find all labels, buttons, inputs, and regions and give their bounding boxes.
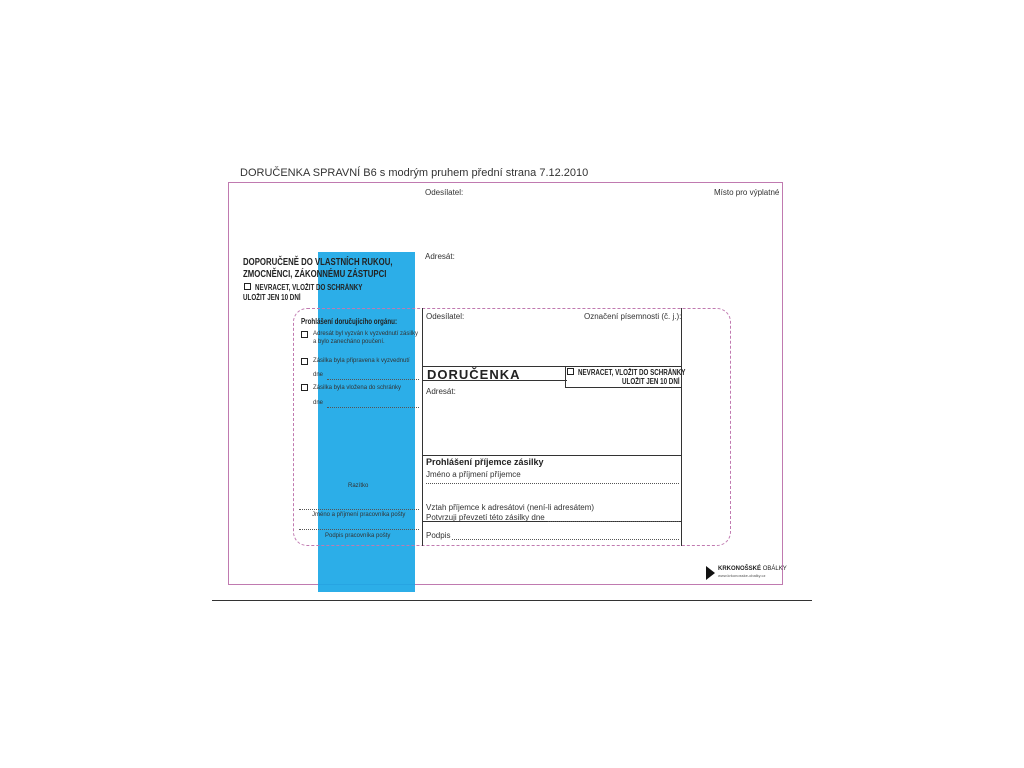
logo-name-light: OBÁLKY <box>762 566 787 572</box>
postman-name-label: Jméno a příjmení pracovníka pošty <box>312 512 406 518</box>
recipient-signature-label: Podpis <box>426 531 451 540</box>
declaration-heading: Prohlášení doručujícího orgánu: <box>301 317 398 326</box>
recipient-relation-label: Vztah příjemce k adresátovi (není-li adresátem) <box>426 503 595 512</box>
recipient-name-line <box>426 483 679 484</box>
envelope-nevracet-checkbox <box>244 283 251 290</box>
envelope-sender-label: Odesílatel: <box>425 188 464 197</box>
postman-name-line <box>299 509 419 510</box>
declaration-item-3-date-label: dne <box>313 400 324 406</box>
receipt-reference-label: Označení písemnosti (č. j.): <box>584 312 682 321</box>
stamp-area-label: Místo pro výplatné <box>714 188 780 197</box>
divider-line <box>212 600 812 601</box>
logo-name-bold: KRKONOŠSKÉ <box>718 566 762 572</box>
heading-line-2: ZMOCNĚNCI, ZÁKONNÉMU ZÁSTUPCI <box>243 269 387 280</box>
declaration-item-2-date-label: dne <box>313 372 324 378</box>
declaration-item-3-line-1: Zásilka byla vložena do schránky <box>313 385 402 391</box>
recipient-confirm-date-line <box>548 521 679 522</box>
declaration-checkbox-2 <box>301 358 308 365</box>
receipt-sender-label: Odesílatel: <box>426 312 465 321</box>
receipt-title: DORUČENKA <box>427 367 521 382</box>
receipt-addressee-separator <box>423 455 681 456</box>
declaration-checkbox-3 <box>301 384 308 391</box>
postman-signature-line <box>299 529 419 530</box>
recipient-confirm-label: Potvrzuji převzetí této zásilky dne <box>426 513 545 522</box>
declaration-checkbox-1 <box>301 331 308 338</box>
declaration-item-1-line-2: a bylo zanecháno poučení. <box>313 339 385 345</box>
stamp-label: Razítko <box>348 483 369 489</box>
declaration-item-2-date-line <box>327 379 419 380</box>
recipient-declaration-heading: Prohlášení příjemce zásilky <box>426 457 544 467</box>
envelope-nevracet-line-1: NEVRACET, VLOŽIT DO SCHRÁNKY <box>255 283 363 292</box>
receipt-nevracet-line-1: NEVRACET, VLOŽIT DO SCHRÁNKY <box>578 368 686 377</box>
document-title: DORUČENKA SPRAVNÍ B6 s modrým pruhem přední strana 7.12.2010 <box>240 167 589 179</box>
envelope-nevracet-line-2: ULOŽIT JEN 10 DNÍ <box>243 293 301 302</box>
receipt-nevracet-checkbox <box>567 368 574 375</box>
recipient-name-label: Jméno a příjmení příjemce <box>426 470 521 479</box>
recipient-signature-line <box>452 539 679 540</box>
receipt-nevracet-line-2: ULOŽIT JEN 10 DNÍ <box>622 377 680 386</box>
declaration-item-1-line-1: Adresát byl vyzván k vyzvednutí zásilky <box>313 331 419 337</box>
heading-line-1: DOPORUČENĚ DO VLASTNÍCH RUKOU, <box>243 257 393 268</box>
envelope-addressee-label: Adresát: <box>425 252 455 261</box>
logo-arrow-icon <box>706 566 715 580</box>
declaration-item-2-line-1: Zásilka byla připravena k vyzvednutí <box>313 358 410 364</box>
logo-url: www.krkonosske-obalky.cz <box>718 573 766 578</box>
krkonosske-obalky-logo <box>706 566 787 580</box>
receipt-addressee-label: Adresát: <box>426 387 456 396</box>
declaration-item-3-date-line <box>327 407 419 408</box>
postman-signature-label: Podpis pracovníka pošty <box>325 533 391 539</box>
